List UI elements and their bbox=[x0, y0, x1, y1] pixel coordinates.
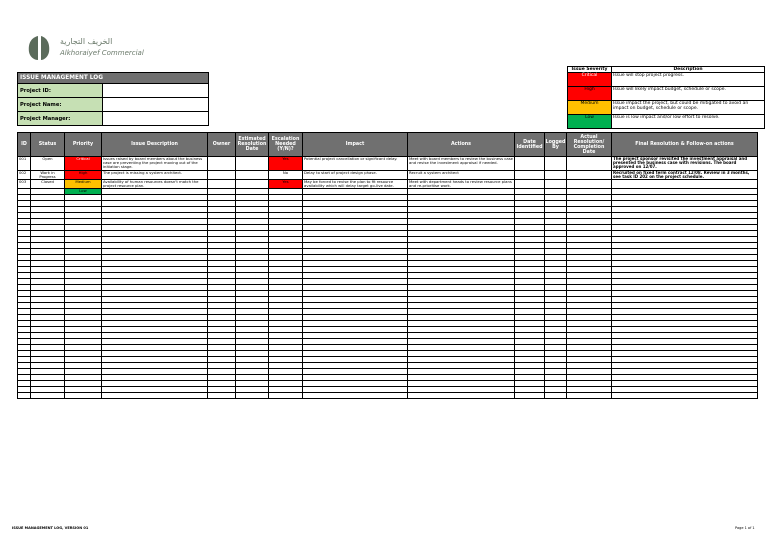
cell-id[interactable]: 003 bbox=[18, 180, 31, 189]
col-estimated-resolution-date: Estimated Resolution Date bbox=[236, 133, 269, 157]
cell-impact[interactable]: May be forced to revise the plan to fit resource availability which will delay target go-live date. bbox=[303, 180, 408, 189]
cell-logged-by[interactable] bbox=[545, 157, 567, 171]
severity-legend bbox=[567, 66, 765, 129]
cell-est-date[interactable] bbox=[236, 157, 269, 171]
footer-page-number: Page 1 of 1 bbox=[735, 526, 755, 530]
severity-low-desc: Issue is low impact and/or low effort to resolve. bbox=[612, 115, 765, 129]
empty-cell[interactable] bbox=[515, 393, 545, 399]
cell-status[interactable]: Work in Progress bbox=[31, 170, 65, 179]
project-manager-label: Project Manager: bbox=[18, 112, 103, 126]
logo-arabic-text: الخريف التجارية bbox=[60, 37, 113, 46]
severity-high-desc: Issue will likely impact budget, schedule or scope. bbox=[612, 87, 765, 101]
cell-impact[interactable]: Potential project cancellation or significant delay. bbox=[303, 157, 408, 171]
col-escalation-needed: Escalation Needed (Y/N)? bbox=[269, 133, 303, 157]
project-id-value[interactable] bbox=[103, 84, 209, 98]
empty-cell[interactable] bbox=[612, 393, 758, 399]
empty-cell[interactable] bbox=[567, 393, 612, 399]
table-row bbox=[18, 170, 758, 179]
cell-status[interactable]: Open bbox=[31, 157, 65, 171]
col-impact: Impact bbox=[303, 133, 408, 157]
cell-actions[interactable]: Meet with department heads to review resource plans and re-prioritise work. bbox=[408, 180, 515, 189]
cell-actions[interactable]: Recruit a system architect bbox=[408, 170, 515, 179]
empty-cell[interactable] bbox=[408, 393, 515, 399]
project-id-label: Project ID: bbox=[18, 84, 103, 98]
col-logged-by: Logged By bbox=[545, 133, 567, 157]
severity-high: High bbox=[568, 87, 612, 101]
cell-escalation[interactable]: No bbox=[269, 170, 303, 179]
footer-version: ISSUE MANAGEMENT LOG, VERSION 01 bbox=[12, 526, 89, 530]
cell-actual-date[interactable] bbox=[567, 180, 612, 189]
project-info-table bbox=[17, 72, 209, 126]
table-row bbox=[18, 180, 758, 189]
cell-final[interactable]: Recruited on fixed term contract 12/08. Review in 3 months, see task ID 202 on the project schedule. bbox=[612, 170, 758, 179]
cell-description[interactable]: The project is missing a system architect. bbox=[102, 170, 208, 179]
cell-description[interactable]: Availability of human resources doesn't match the project resource plan. bbox=[102, 180, 208, 189]
description-header: Description bbox=[612, 67, 765, 73]
logo-english-text: Alkhoraiyef Commercial bbox=[60, 49, 144, 57]
col-actual-resolution-date: Actual Resolution/ Completion Date bbox=[567, 133, 612, 157]
col-priority: Priority bbox=[65, 133, 102, 157]
cell-description[interactable]: Issues raised by board members about the business case are preventing the project moving out of the initiation stage. bbox=[102, 157, 208, 171]
logo-mark-icon bbox=[28, 35, 50, 61]
col-actions: Actions bbox=[408, 133, 515, 157]
cell-logged-by[interactable] bbox=[545, 170, 567, 179]
empty-cell[interactable] bbox=[18, 393, 31, 399]
empty-cell[interactable] bbox=[269, 393, 303, 399]
col-issue-description: Issue Description bbox=[102, 133, 208, 157]
cell-owner[interactable] bbox=[208, 180, 236, 189]
severity-medium-desc: Issue impact the project, but could be mitigated to avoid an impact on budget, schedule or scope. bbox=[612, 101, 765, 115]
empty-cell[interactable] bbox=[31, 393, 65, 399]
empty-cell[interactable] bbox=[208, 393, 236, 399]
cell-priority[interactable]: Low bbox=[65, 189, 102, 195]
cell-id[interactable]: 001 bbox=[18, 157, 31, 171]
severity-low: Low bbox=[568, 115, 612, 129]
empty-cell[interactable] bbox=[65, 393, 102, 399]
empty-cell[interactable] bbox=[102, 393, 208, 399]
cell-status[interactable]: Closed bbox=[31, 180, 65, 189]
empty-cell[interactable] bbox=[303, 393, 408, 399]
col-owner: Owner bbox=[208, 133, 236, 157]
cell-priority[interactable]: High bbox=[65, 170, 102, 179]
empty-cell[interactable] bbox=[545, 393, 567, 399]
empty-cell[interactable] bbox=[236, 393, 269, 399]
empty-row bbox=[18, 393, 758, 399]
cell-owner[interactable] bbox=[208, 157, 236, 171]
cell-final[interactable]: The project sponsor revisited the investment appraisal and presented the business case with revisions. The board approved on 12/07. bbox=[612, 157, 758, 171]
table-row bbox=[18, 157, 758, 171]
cell-actual-date[interactable] bbox=[567, 170, 612, 179]
company-logo bbox=[28, 35, 168, 65]
log-title: ISSUE MANAGEMENT LOG bbox=[18, 73, 209, 84]
col-final-resolution: Final Resolution & Follow-on actions bbox=[612, 133, 758, 157]
cell-logged-by[interactable] bbox=[545, 180, 567, 189]
cell-date-identified[interactable] bbox=[515, 180, 545, 189]
severity-critical: Critical bbox=[568, 73, 612, 87]
col-status: Status bbox=[31, 133, 65, 157]
cell-final[interactable] bbox=[612, 180, 758, 189]
project-manager-value[interactable] bbox=[103, 112, 209, 126]
project-name-value[interactable] bbox=[103, 98, 209, 112]
cell-date-identified[interactable] bbox=[515, 157, 545, 171]
severity-header: Issue Severity bbox=[568, 67, 612, 73]
cell-actual-date[interactable] bbox=[567, 157, 612, 171]
project-name-label: Project Name: bbox=[18, 98, 103, 112]
cell-escalation[interactable]: Yes bbox=[269, 180, 303, 189]
cell-priority[interactable]: Medium bbox=[65, 180, 102, 189]
cell-impact[interactable]: Delay to start of project design phase. bbox=[303, 170, 408, 179]
cell-owner[interactable] bbox=[208, 170, 236, 179]
issue-log-table bbox=[17, 132, 758, 399]
col-date-identified: Date Identified bbox=[515, 133, 545, 157]
col-id: ID bbox=[18, 133, 31, 157]
cell-id[interactable]: 002 bbox=[18, 170, 31, 179]
severity-critical-desc: Issue will stop project progress. bbox=[612, 73, 765, 87]
cell-est-date[interactable] bbox=[236, 170, 269, 179]
cell-actions[interactable]: Meet with board members to review the business case and revise the investment appraisal if needed. bbox=[408, 157, 515, 171]
cell-est-date[interactable] bbox=[236, 180, 269, 189]
severity-medium: Medium bbox=[568, 101, 612, 115]
cell-priority[interactable]: Critical bbox=[65, 157, 102, 171]
cell-date-identified[interactable] bbox=[515, 170, 545, 179]
cell-escalation[interactable]: Yes bbox=[269, 157, 303, 171]
